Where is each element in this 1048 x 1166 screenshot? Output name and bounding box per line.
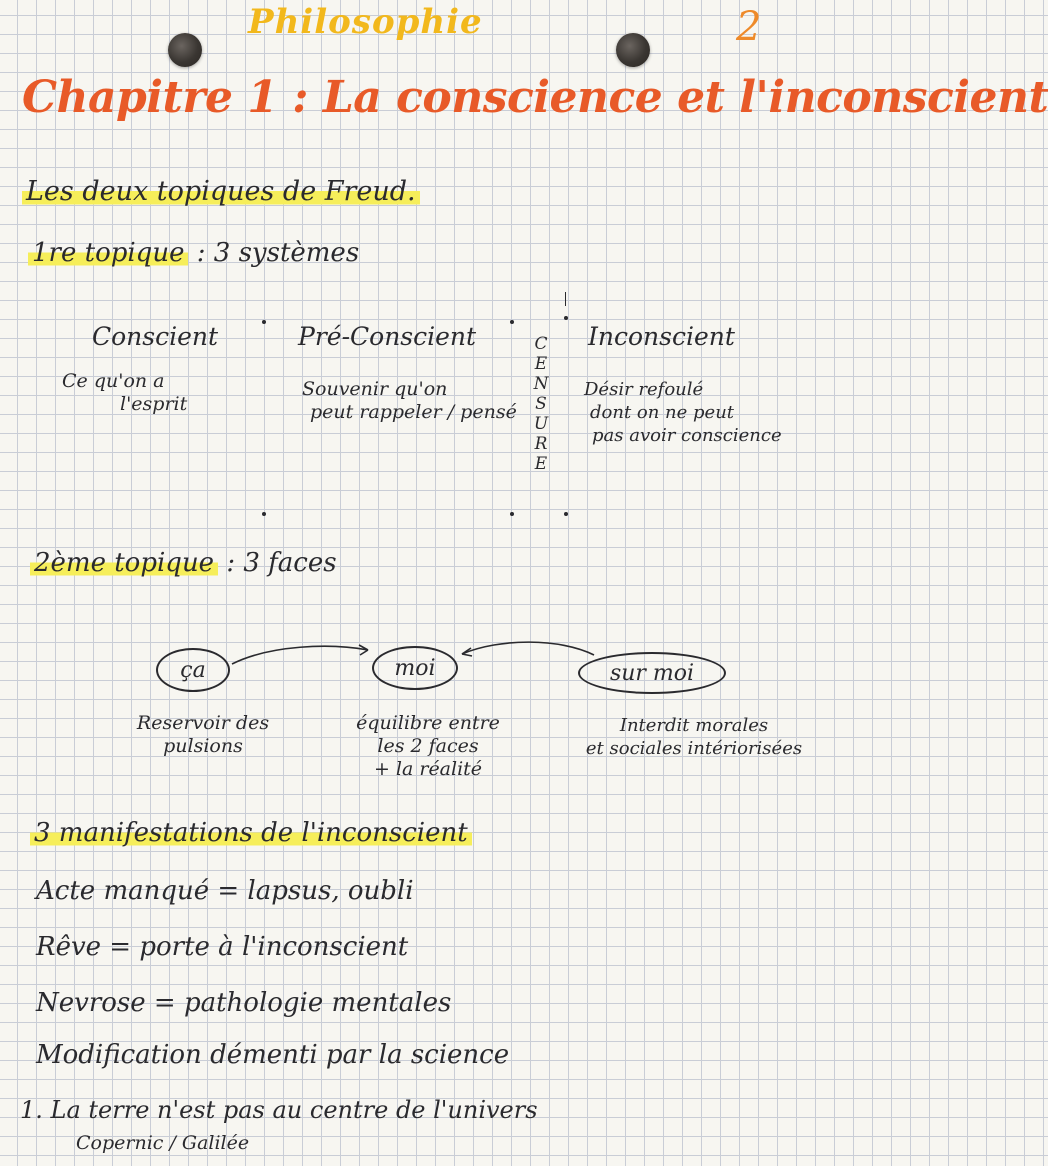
column-title-preconscient: Pré-Conscient [298,322,477,351]
face-moi-bubble: moi [372,646,458,690]
desc-line: équilibre entre [356,712,500,734]
desc-line: l'esprit [120,393,188,415]
censure-letter: N [533,374,549,394]
face-surmoi-bubble: sur moi [578,652,726,694]
desc-line: dont on ne peut [590,402,735,423]
page-number: 2 [736,4,762,50]
desc-line: Souvenir qu'on [302,378,448,400]
topique2-label: 2ème topique [30,548,218,578]
face-ca-desc [118,712,288,758]
desc-line: pulsions [163,735,243,757]
censure-letter: E [534,454,548,474]
face-moi-desc [328,712,528,781]
censure-letter: C [534,334,548,354]
censure-letter: R [534,434,548,454]
face-surmoi-desc [566,714,822,760]
subject-title: Philosophie [248,2,483,42]
arrow-ca-to-moi [232,646,368,664]
desc-line: Ce qu'on a [62,370,165,392]
desc-line: peut rappeler / pensé [310,401,517,423]
censure-letter: U [533,414,549,434]
desc-line: Désir refoulé [584,379,704,400]
manifestations-title: 3 manifestations de l'inconscient [30,818,472,848]
topique2-subtitle: : 3 faces [226,548,337,578]
column-title-conscient: Conscient [92,322,219,351]
desc-line: Interdit morales [619,715,769,736]
modification-title: Modification démenti par la science [36,1040,510,1070]
chapter-title: Chapitre 1 : La conscience et l'inconscient [22,72,1048,123]
manifestation-item-nevrose: Nevrose = pathologie mentales [36,988,452,1018]
censure-letter: E [534,354,548,374]
section-title-freud: Les deux topiques de Freud. [22,176,420,207]
face-ca-bubble: ça [156,648,230,692]
manifestation-item-reve: Rêve = porte à l'inconscient [36,932,409,962]
topique1-label: 1re topique [28,238,188,268]
arrow-surmoi-to-moi [462,642,594,655]
modification-point-1-authors: Copernic / Galilée [76,1132,250,1154]
modification-point-1: 1. La terre n'est pas au centre de l'univers [20,1096,538,1124]
topique1-subtitle: : 3 systèmes [196,238,360,268]
censure-letter: S [535,394,547,414]
manifestation-item-acte-manque: Acte manqué = lapsus, oubli [36,876,414,906]
desc-line: Reservoir des [136,712,270,734]
column-title-inconscient: Inconscient [588,322,735,351]
desc-line: + la réalité [373,758,483,780]
desc-line: les 2 faces [377,735,479,757]
desc-line: pas avoir conscience [592,425,782,446]
desc-line: et sociales intériorisées [585,738,803,759]
